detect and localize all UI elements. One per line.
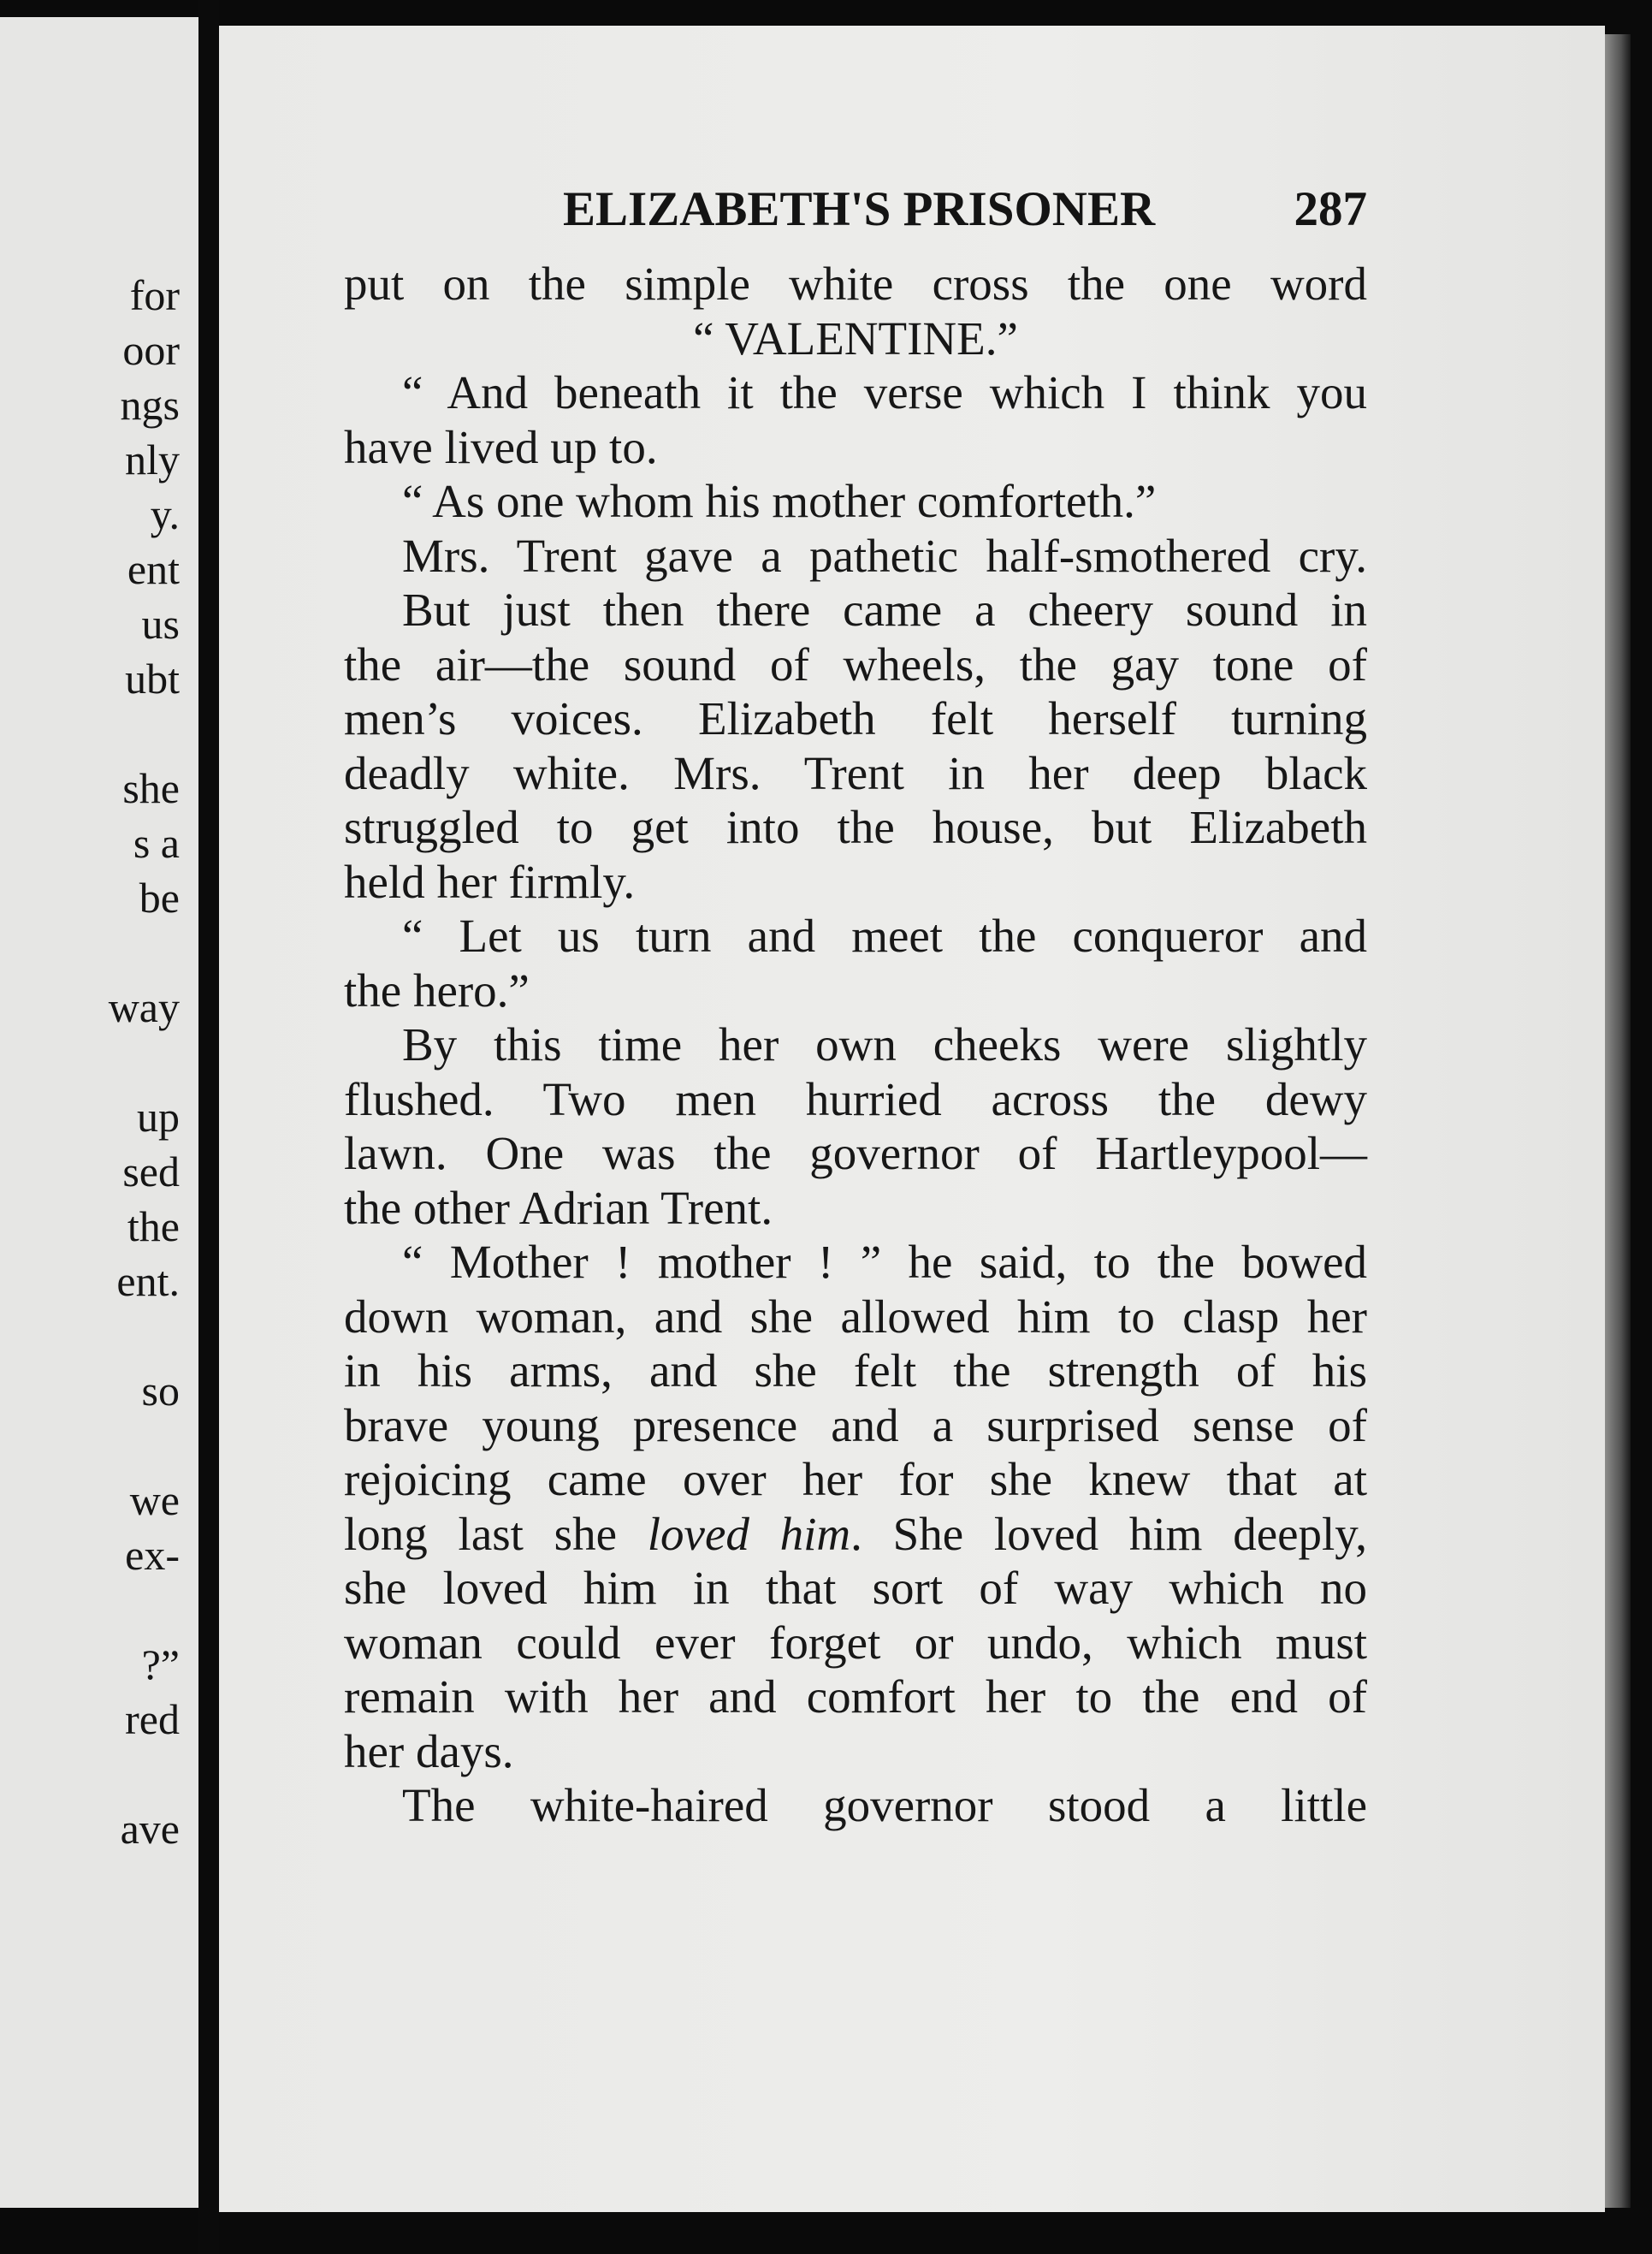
text-line: her days. bbox=[344, 1724, 514, 1777]
text-line: “ Let us turn and meet the conqueror and bbox=[402, 910, 1367, 962]
text-line: remain with her and comfort her to the end of bbox=[344, 1670, 1367, 1723]
left-page-fragment: oor bbox=[122, 326, 180, 374]
book-gutter bbox=[198, 0, 219, 2254]
left-page-fragment: up bbox=[137, 1093, 180, 1141]
text-line: men’s voices. Elizabeth felt herself turning bbox=[344, 692, 1367, 744]
text-line: the hero.” bbox=[344, 964, 530, 1017]
text-line: held her firmly. bbox=[344, 855, 636, 908]
text-line: “ Mother ! mother ! ” he said, to the bowed bbox=[402, 1236, 1367, 1288]
left-page-fragment: s a bbox=[133, 819, 180, 867]
left-page-fragment: the bbox=[127, 1202, 180, 1250]
left-page-fragment: red bbox=[125, 1695, 180, 1743]
page-number: 287 bbox=[1294, 182, 1367, 236]
text-run: long last she bbox=[344, 1507, 648, 1560]
left-page-fragment: nly bbox=[125, 436, 180, 483]
left-page-fragment: sed bbox=[122, 1148, 180, 1195]
text-line: put on the simple white cross the one word bbox=[344, 258, 1367, 310]
text-line: woman could ever forget or undo, which must bbox=[344, 1616, 1367, 1669]
text-line-mixed bbox=[344, 1507, 1367, 1562]
text-line: rejoicing came over her for she knew that at bbox=[344, 1453, 1367, 1505]
left-page-fragment: us bbox=[141, 600, 180, 648]
text-line: have lived up to. bbox=[344, 420, 658, 473]
left-page-fragment: she bbox=[122, 764, 180, 812]
text-line: brave young presence and a surprised sense of bbox=[344, 1398, 1367, 1451]
text-line: By this time her own cheeks were slightly bbox=[402, 1018, 1367, 1071]
text-line: flushed. Two men hurried across the dewy bbox=[344, 1072, 1367, 1125]
text-line: deadly white. Mrs. Trent in her deep black bbox=[344, 746, 1367, 799]
left-page-fragment: way bbox=[108, 983, 180, 1031]
text-line: lawn. One was the governor of Hartleypool— bbox=[344, 1127, 1367, 1179]
left-page-fragment: so bbox=[141, 1367, 180, 1415]
text-line: she loved him in that sort of way which no bbox=[344, 1562, 1367, 1614]
left-page-fragment: for bbox=[129, 271, 180, 319]
text-run: . She loved him deeply, bbox=[850, 1507, 1367, 1560]
left-page-fragment: we bbox=[129, 1476, 180, 1524]
running-title: ELIZABETH'S PRISONER bbox=[563, 182, 1156, 236]
text-line: But just then there came a cheery sound in bbox=[402, 584, 1367, 636]
italic-text-run: loved him bbox=[647, 1507, 851, 1560]
left-page-fragment: ngs bbox=[120, 381, 180, 429]
left-page-fragment: ave bbox=[120, 1805, 180, 1853]
text-line: The white-haired governor stood a little bbox=[402, 1779, 1367, 1831]
left-facing-page bbox=[0, 17, 198, 2208]
text-line: Mrs. Trent gave a pathetic half-smothered cry. bbox=[402, 529, 1367, 582]
left-page-fragment: ent bbox=[127, 545, 180, 593]
text-line: “ VALENTINE.” bbox=[693, 311, 1018, 365]
text-line: “ And beneath it the verse which I think you bbox=[402, 366, 1367, 418]
text-line: struggled to get into the house, but Elizabeth bbox=[344, 801, 1367, 853]
text-line: in his arms, and she felt the strength of his bbox=[344, 1344, 1367, 1397]
left-page-fragment: be bbox=[139, 874, 180, 922]
left-page-fragment: ubt bbox=[125, 655, 180, 703]
text-line: down woman, and she allowed him to clasp her bbox=[344, 1290, 1367, 1343]
left-page-fragment: ex- bbox=[125, 1531, 180, 1579]
text-line: the other Adrian Trent. bbox=[344, 1181, 773, 1234]
left-page-fragment: ent. bbox=[116, 1257, 180, 1305]
page-edge-shadow bbox=[1605, 34, 1631, 2208]
left-page-fragment: ?” bbox=[141, 1640, 180, 1688]
body-text bbox=[344, 257, 1367, 1833]
left-page-fragment: y. bbox=[150, 490, 180, 538]
text-line: “ As one whom his mother comforteth.” bbox=[402, 475, 1157, 527]
text-line: the air—the sound of wheels, the gay tone of bbox=[344, 638, 1367, 691]
